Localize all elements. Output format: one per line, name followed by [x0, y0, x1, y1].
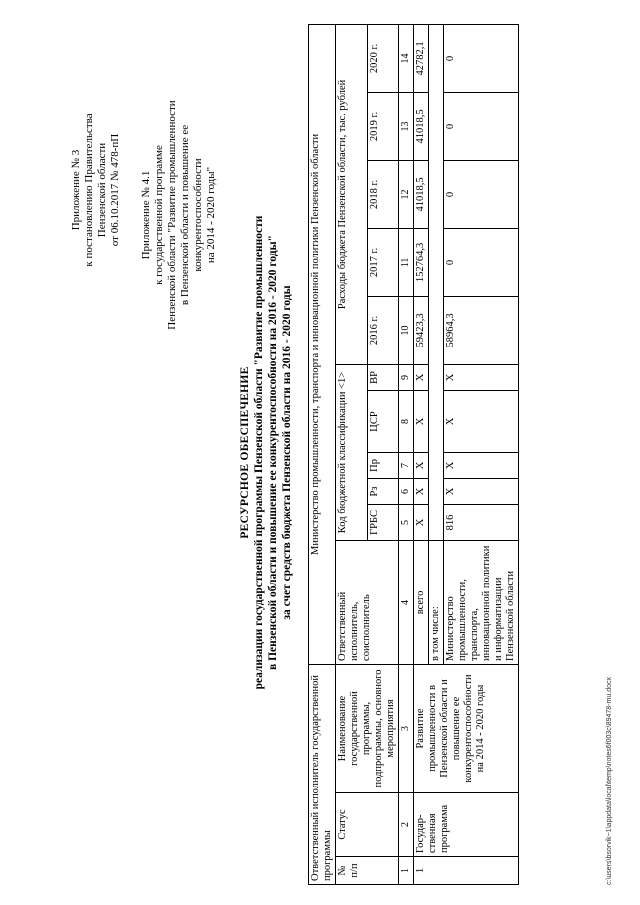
column-number: 12	[399, 160, 414, 228]
column-number: 11	[399, 228, 414, 296]
title-line: за счет средств бюджета Пензенской области на 2016 - 2020 годы	[281, 285, 293, 620]
total-vr: X	[414, 364, 429, 390]
ministry-value-2017: 0	[444, 228, 519, 296]
ministry-value-2018: 0	[444, 160, 519, 228]
total-value-2018: 41018,5	[414, 160, 429, 228]
header-grbs: ГРБС	[367, 504, 399, 540]
header-status: Статус	[336, 793, 399, 857]
header-pr: Пр	[367, 452, 399, 478]
header-year: 2018 г.	[367, 160, 399, 228]
header-executor: Ответственный исполнитель, соисполнитель	[336, 540, 399, 664]
including-label: в том числе:	[429, 540, 444, 664]
row-num: 1	[414, 857, 519, 885]
total-value-2019: 41018,5	[414, 92, 429, 160]
total-csr: X	[414, 390, 429, 452]
ministry-value-2016: 58964,3	[444, 296, 519, 364]
header-vr: ВР	[367, 364, 399, 390]
responsible-row	[309, 24, 336, 884]
header-name: Наименование государственной программы, подпрограммы, основного мероприятия	[336, 664, 399, 792]
column-number: 8	[399, 390, 414, 452]
appendix-3-line: к постановлению Правительства	[83, 113, 95, 267]
ministry-vr: X	[444, 364, 519, 390]
total-value-2017: 152764,3	[414, 228, 429, 296]
column-numbers-row	[399, 24, 414, 884]
footer-file-path: c:\users\bsorvik~1\appdata\local\temp\notes6f003c\89478-mu.docx	[606, 677, 613, 885]
header-code-group: Код бюджетной классификации <1>	[336, 364, 368, 540]
total-row	[414, 24, 429, 884]
appendix-4-1-line: в Пензенской области и повышение ее	[179, 124, 191, 306]
appendix-4-1-line: Приложение № 4.1	[140, 170, 152, 260]
column-number: 4	[399, 540, 414, 664]
total-executor: всего	[414, 540, 429, 664]
column-number: 14	[399, 24, 414, 92]
ministry-value-2019: 0	[444, 92, 519, 160]
document-title	[238, 0, 294, 905]
row-status: Государ-ственная программа	[414, 793, 519, 857]
appendix-4-1-header	[140, 85, 218, 345]
total-grbs: X	[414, 504, 429, 540]
ministry-executor: Министерство промышленности, транспорта, инновационной политики и информатизации Пензенской области	[444, 540, 519, 664]
resource-table	[308, 24, 519, 885]
column-number: 7	[399, 452, 414, 478]
ministry-rz: X	[444, 478, 519, 504]
including-empty	[429, 24, 444, 540]
column-number: 9	[399, 364, 414, 390]
total-rz: X	[414, 478, 429, 504]
column-number: 5	[399, 504, 414, 540]
appendix-4-1-line: на 2014 - 2020 годы"	[205, 166, 217, 264]
appendix-3-line: от 06.10.2017 № 478-пП	[109, 133, 121, 247]
header-rz: Рз	[367, 478, 399, 504]
ministry-csr: X	[444, 390, 519, 452]
header-year: 2017 г.	[367, 228, 399, 296]
total-pr: X	[414, 452, 429, 478]
header-num: № п/п	[336, 857, 399, 885]
column-number: 10	[399, 296, 414, 364]
header-year: 2016 г.	[367, 296, 399, 364]
appendix-4-1-line: Пензенской области "Развитие промышленности	[166, 100, 178, 330]
total-value-2020: 42782,1	[414, 24, 429, 92]
title-line: реализации государственной программы Пензенской области "Развитие промышленности	[253, 215, 265, 690]
column-number: 6	[399, 478, 414, 504]
appendix-3-line: Приложение № 3	[70, 149, 82, 231]
column-number: 3	[399, 664, 414, 792]
header-csr: ЦСР	[367, 390, 399, 452]
row-name: Развитие промышленности в Пензенской области и повышение ее конкурентоспособности на 2014 - 2020 годы	[414, 664, 519, 792]
ministry-pr: X	[444, 452, 519, 478]
title-main: РЕСУРСНОЕ ОБЕСПЕЧЕНИЕ	[239, 366, 251, 539]
responsible-label: Ответственный исполнитель государственной программы	[309, 664, 336, 884]
total-value-2016: 59423,3	[414, 296, 429, 364]
responsible-value: Министерство промышленности, транспорта и инновационной политики Пензенской области	[309, 24, 336, 664]
title-line: в Пензенской области и повышение ее конкурентоспособности на 2016 - 2020 годы"	[267, 235, 279, 670]
header-year: 2019 г.	[367, 92, 399, 160]
header-year: 2020 г.	[367, 24, 399, 92]
appendix-4-1-line: конкурентоспособности	[192, 158, 204, 272]
appendix-4-1-line: к государственной программе	[153, 145, 165, 285]
appendix-3-header	[70, 105, 122, 275]
appendix-3-line: Пензенской области	[96, 142, 108, 238]
header-row	[336, 24, 368, 884]
column-number: 13	[399, 92, 414, 160]
column-number: 1	[399, 857, 414, 885]
ministry-grbs: 816	[444, 504, 519, 540]
column-number: 2	[399, 793, 414, 857]
header-expenses-group: Расходы бюджета Пензенской области, тыс. рублей	[336, 24, 368, 364]
ministry-value-2020: 0	[444, 24, 519, 92]
